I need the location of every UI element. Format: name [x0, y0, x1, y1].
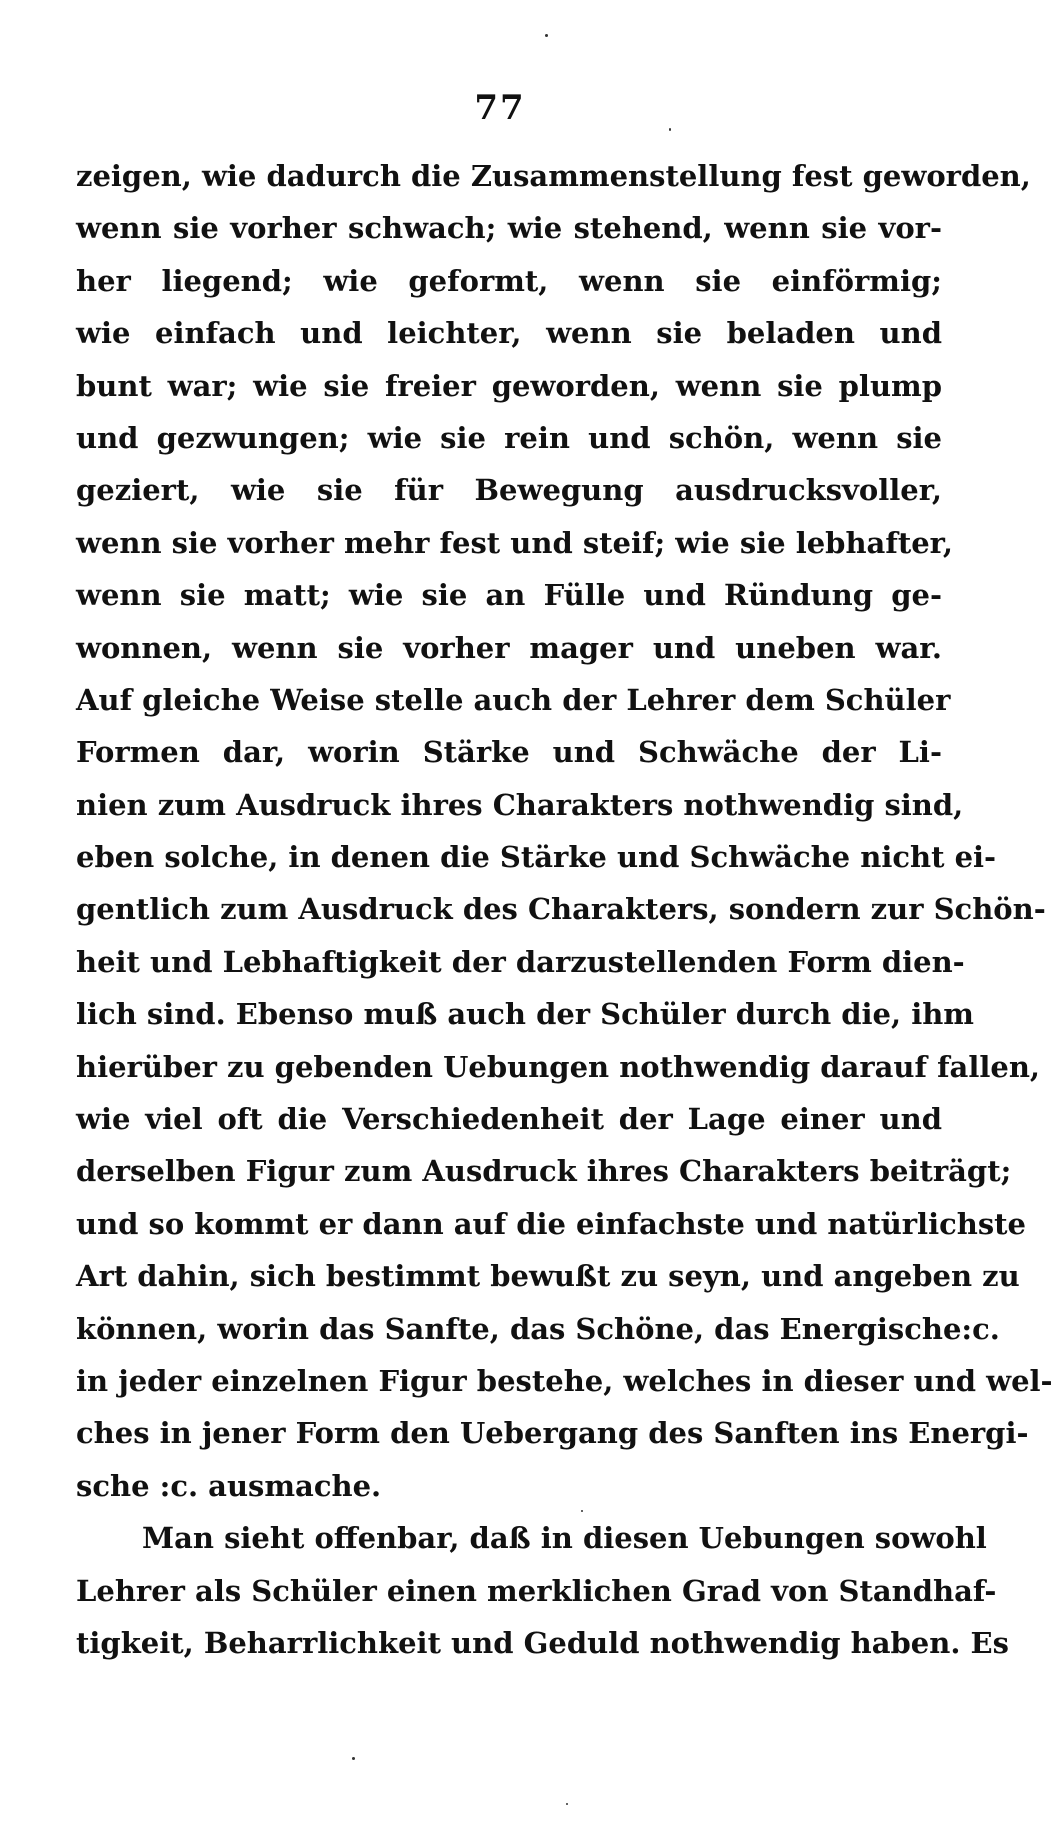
scan-speck — [566, 1803, 568, 1805]
text-line: bunt war; wie sie freier geworden, wenn sie plump — [76, 368, 942, 403]
text-line: nien zum Ausdruck ihres Charakters nothwendig sind, — [76, 787, 964, 822]
text-line: Formen dar, worin Stärke und Schwäche der Li- — [76, 735, 942, 770]
text-line: und gezwungen; wie sie rein und schön, wenn sie — [76, 420, 942, 455]
text-line: in jeder einzelnen Figur bestehe, welches in dieser und wel- — [76, 1363, 1053, 1398]
text-line: wie einfach und leichter, wenn sie beladen und — [76, 316, 942, 351]
text-line: lich sind. Ebenso muß auch der Schüler durch die, ihm — [76, 997, 974, 1032]
text-line: tigkeit, Beharrlichkeit und Geduld nothwendig haben. Es — [76, 1625, 1009, 1660]
text-line: geziert, wie sie für Bewegung ausdrucksvoller, — [76, 473, 942, 508]
text-line: wenn sie vorher mehr fest und steif; wie sie lebhafter, — [76, 525, 953, 560]
scan-speck — [545, 34, 548, 37]
text-line: Man sieht offenbar, daß in diesen Uebungen sowohl — [142, 1521, 987, 1556]
scan-speck — [669, 128, 671, 131]
text-line: und so kommt er dann auf die einfachste und natürlichste — [76, 1206, 1027, 1241]
page-number: 77 — [474, 88, 526, 128]
text-line: Art dahin, sich bestimmt bewußt zu seyn, und angeben zu — [76, 1259, 1020, 1294]
text-line: her liegend; wie geformt, wenn sie einförmig; — [76, 263, 942, 298]
text-line: zeigen, wie dadurch die Zusammenstellung fest geworden, — [76, 159, 1031, 193]
text-line: eben solche, in denen die Stärke und Schwäche nicht ei- — [76, 840, 997, 875]
text-line: ches in jener Form den Uebergang des Sanften ins Energi- — [76, 1416, 1029, 1451]
text-line: wonnen, wenn sie vorher mager und uneben war. — [76, 630, 942, 665]
text-line: wenn sie matt; wie sie an Fülle und Ründung ge- — [76, 578, 942, 613]
text-line: Lehrer als Schüler einen merklichen Grad von Standhaf- — [76, 1573, 997, 1608]
scan-speck — [581, 1510, 583, 1512]
text-line: wie viel oft die Verschiedenheit der Lage einer und — [76, 1102, 942, 1137]
text-line: heit und Lebhaftigkeit der darzustellenden Form dien- — [76, 944, 965, 979]
text-line: Auf gleiche Weise stelle auch der Lehrer dem Schüler — [76, 682, 951, 717]
text-line: können, worin das Sanfte, das Schöne, das Energische:c. — [76, 1311, 1000, 1346]
text-line: wenn sie vorher schwach; wie stehend, wenn sie vor- — [76, 211, 942, 246]
body-text — [76, 150, 1053, 1669]
scan-speck — [352, 1757, 355, 1760]
text-line: gentlich zum Ausdruck des Charakters, sondern zur Schön- — [76, 892, 1046, 927]
text-line: hierüber zu gebenden Uebungen nothwendig darauf fallen, — [76, 1049, 1041, 1084]
text-line: sche :c. ausmache. — [76, 1468, 382, 1503]
text-line: derselben Figur zum Ausdruck ihres Charakters beiträgt; — [76, 1154, 1012, 1189]
